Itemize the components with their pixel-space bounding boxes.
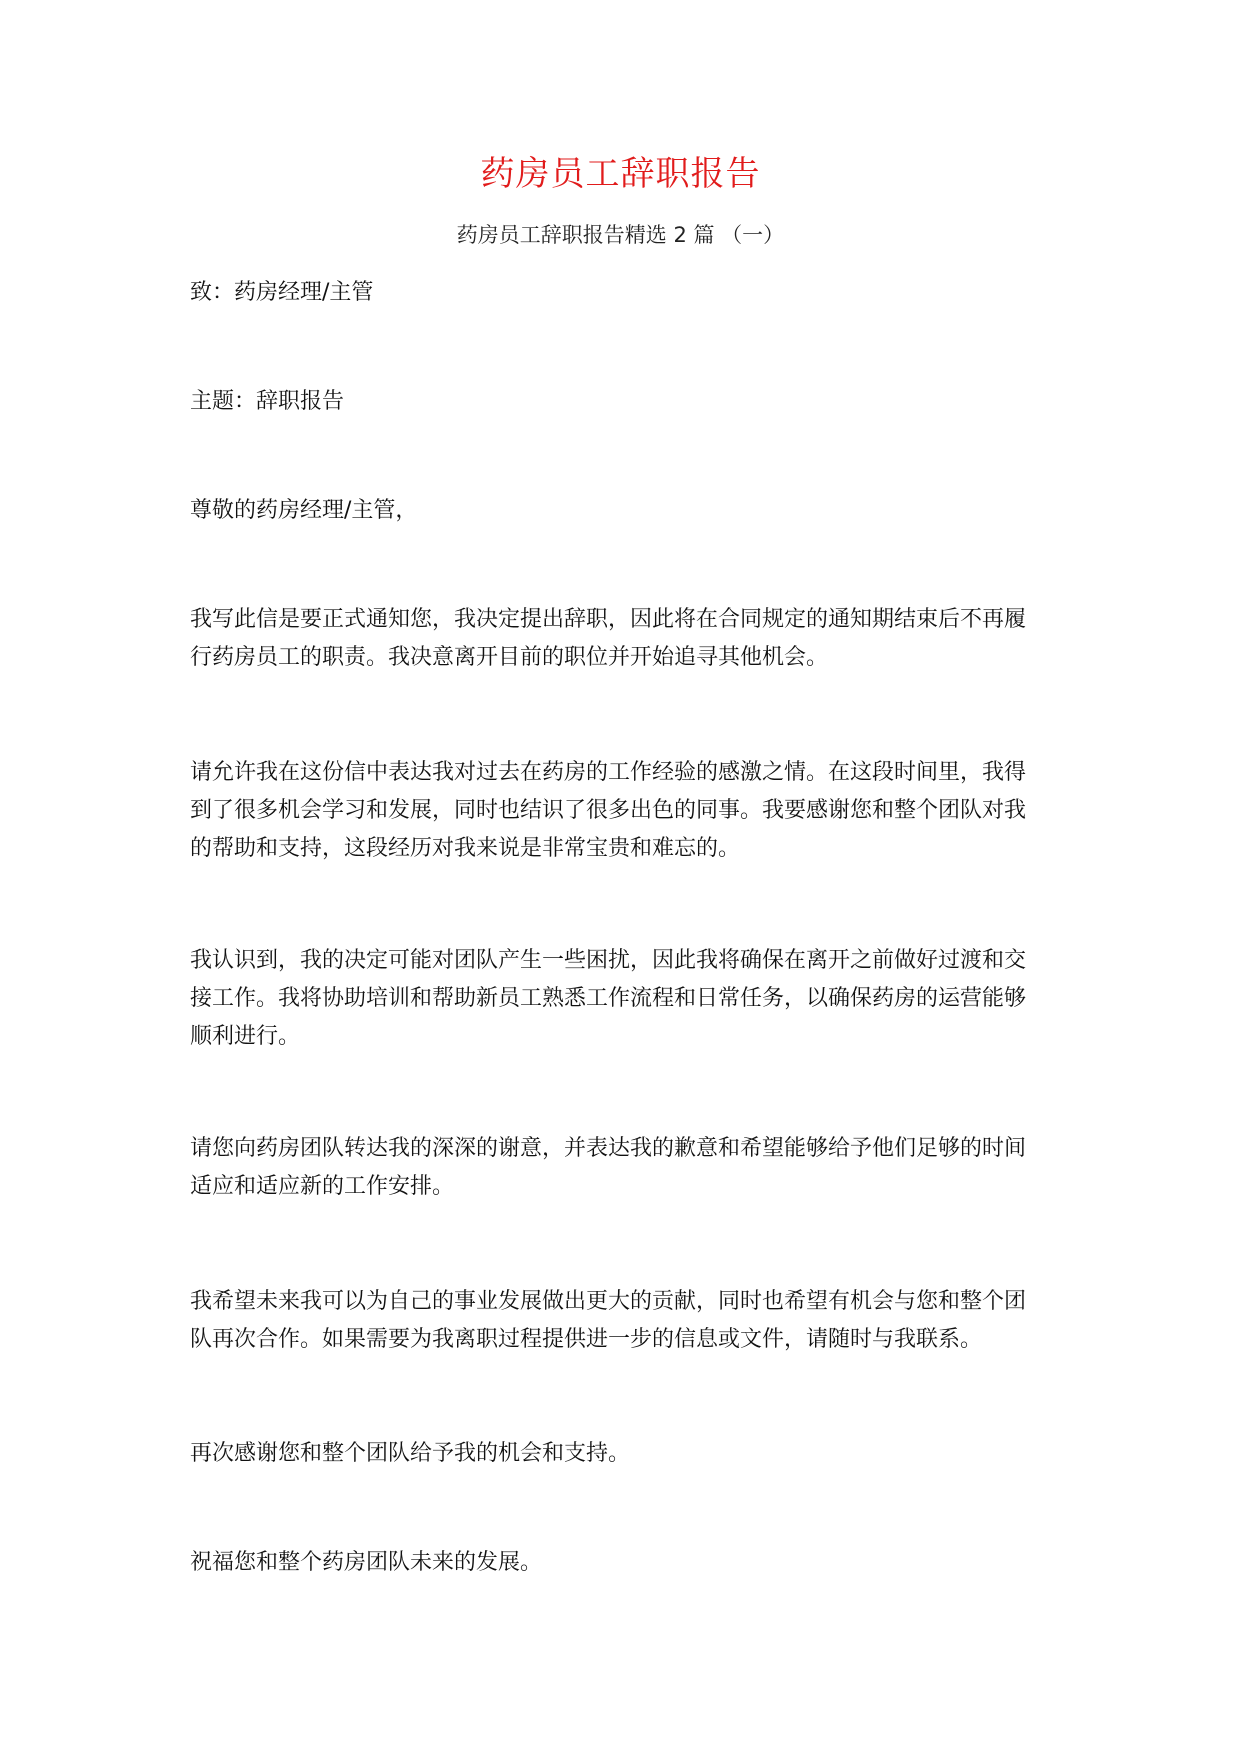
document-subtitle: 药房员工辞职报告精选 2 篇 （一） [456,223,785,247]
body-paragraph: 请您向药房团队转达我的深深的谢意，并表达我的歉意和希望能够给予他们足够的时间适应和适应新的工作安排。 [190,1136,1027,1199]
document-title: 药房员工辞职报告 [480,154,761,194]
body-paragraph: 祝福您和整个药房团队未来的发展。 [190,1550,543,1575]
body-paragraph: 我写此信是要正式通知您，我决定提出辞职，因此将在合同规定的通知期结束后不再履行药房员工的职责。我决意离开目前的职位并开始追寻其他机会。 [190,607,1027,670]
body-paragraph: 再次感谢您和整个团队给予我的机会和支持。 [190,1441,631,1466]
body-paragraph: 我希望未来我可以为自己的事业发展做出更大的贡献，同时也希望有机会与您和整个团队再次合作。如果需要为我离职过程提供进一步的信息或文件，请随时与我联系。 [190,1289,1027,1352]
subject-line: 主题：辞职报告 [190,389,345,414]
body-paragraph: 请允许我在这份信中表达我对过去在药房的工作经验的感激之情。在这段时间里，我得到了很多机会学习和发展，同时也结识了很多出色的同事。我要感谢您和整个团队对我的帮助和支持，这段经历对我来说是非常宝贵和难忘的。 [190,760,1027,861]
body-paragraph: 我认识到，我的决定可能对团队产生一些困扰，因此我将确保在离开之前做好过渡和交接工作。我将协助培训和帮助新员工熟悉工作流程和日常任务，以确保药房的运营能够顺利进行。 [190,948,1027,1049]
greeting-line: 尊敬的药房经理/主管， [190,498,418,523]
to-line: 致：药房经理/主管 [190,280,374,305]
